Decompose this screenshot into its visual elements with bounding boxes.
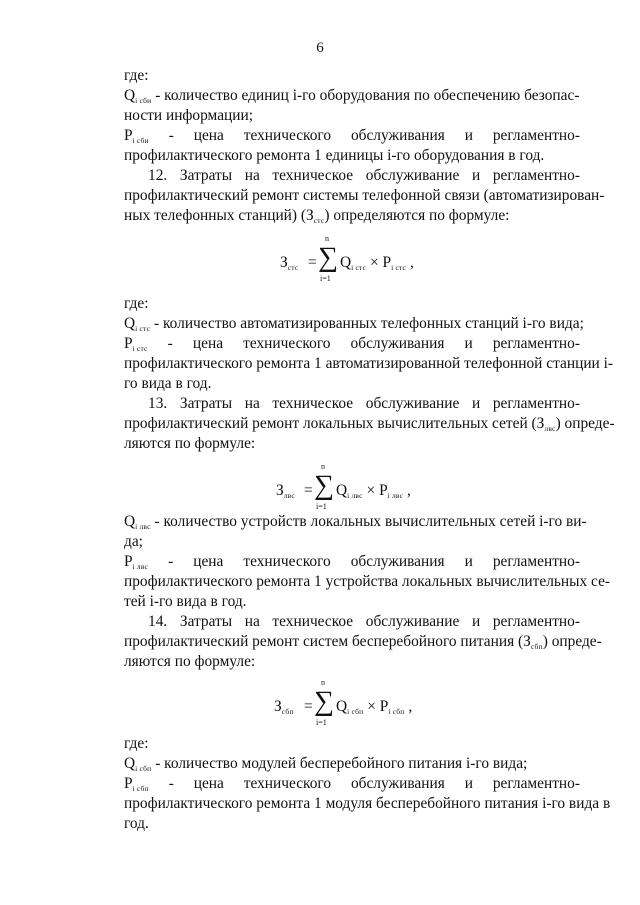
- symbol-z: $З_{сбп}$: [523, 633, 543, 651]
- page-number: 6: [316, 40, 324, 56]
- text-line: профилактического ремонта 1 автоматизированной телефонной станции i-: [124, 355, 614, 372]
- text-line: $P_{i стс}$ - цена технического обслуживания и регламентно-: [124, 335, 580, 353]
- text-line: $Q_{i стс}$ - количество автоматизированных телефонных станций i-го вида;: [124, 315, 584, 333]
- text-line: ляются по формуле:: [124, 435, 256, 452]
- text-line: профилактического ремонта 1 модуля бесперебойного питания i-го вида в: [124, 795, 611, 812]
- formula-stс: $З_{стс}$ = n ∑ i=1 $Q_{i стс} \times P_{i стс}$ ,: [280, 234, 414, 283]
- text-line: профилактического ремонта 1 устройства локальных вычислительных се-: [124, 573, 611, 590]
- text-line: $Q_{i сбп}$ - количество модулей бесперебойного питания i-го вида;: [124, 755, 528, 773]
- sum-sign: ∑: [314, 686, 334, 717]
- text-line: $Q_{i сби}$ - количество единиц i-го оборудования по обеспечению безопас-: [124, 87, 580, 105]
- symbol-q: $Q_{i сбп}$: [124, 755, 152, 773]
- formula-sbp: $З_{сбп}$ = n ∑ i=1 $Q_{i сбп} \times P_{i сбп}$ ,: [274, 678, 413, 727]
- symbol-q: $Q_{i сби}$: [124, 87, 152, 105]
- formula-lvs: $З_{лвс}$ = n ∑ i=1 $Q_{i лвс} \times P_{i лвс}$ ,: [276, 462, 411, 511]
- text-line: тей i-го вида в год.: [124, 593, 247, 610]
- text-line: профилактический ремонт систем бесперебойного питания $(З_{сбп})$ опреде-: [124, 633, 602, 651]
- sum-sign: ∑: [318, 242, 338, 273]
- symbol-p: $P_{i стс}$: [124, 335, 148, 353]
- text-line: профилактический ремонт системы телефонной связи (автоматизирован-: [124, 187, 605, 204]
- text-line: $P_{i сби}$ - цена технического обслуживания и регламентно-: [124, 127, 580, 145]
- symbol-z: $З_{стс}$: [306, 207, 325, 225]
- symbol-p: $P_{i сбп}$: [124, 775, 149, 793]
- text-line: ляются по формуле:: [124, 653, 256, 670]
- text-line: $P_{i сбп}$ - цена технического обслуживания и регламентно-: [124, 775, 580, 793]
- sum-sign: ∑: [314, 470, 334, 501]
- paragraph-12-start: 12. Затраты на техническое обслуживание и регламентно-: [148, 167, 580, 184]
- text-line: $Q_{i лвс}$ - количество устройств локальных вычислительных сетей i-го ви-: [124, 513, 587, 531]
- text-line: ности информации;: [124, 107, 254, 124]
- symbol-p: $P_{i сби}$: [124, 127, 149, 145]
- where-label: где:: [124, 295, 149, 312]
- text-line: профилактического ремонта 1 единицы i-го оборудования в год.: [124, 147, 545, 164]
- where-label: где:: [124, 735, 149, 752]
- paragraph-13-start: 13. Затраты на техническое обслуживание и регламентно-: [148, 395, 580, 412]
- where-label: где:: [124, 67, 149, 84]
- symbol-q: $Q_{i стс}$: [124, 315, 151, 333]
- symbol-p: $P_{i лвс}$: [124, 553, 149, 571]
- symbol-z: $З_{лвс}$: [536, 415, 556, 433]
- text-line: год.: [124, 815, 149, 832]
- text-line: профилактический ремонт локальных вычислительных сетей $(З_{лвс})$ опреде-: [124, 415, 615, 433]
- text-line: $P_{i лвс}$ - цена технического обслуживания и регламентно-: [124, 553, 580, 571]
- paragraph-14-start: 14. Затраты на техническое обслуживание и регламентно-: [148, 613, 580, 630]
- text-line: го вида в год.: [124, 375, 212, 392]
- text-line: да;: [124, 533, 143, 550]
- symbol-q: $Q_{i лвс}$: [124, 513, 151, 531]
- text-line: ных телефонных станций) $(З_{стс})$ определяются по формуле:: [124, 207, 510, 225]
